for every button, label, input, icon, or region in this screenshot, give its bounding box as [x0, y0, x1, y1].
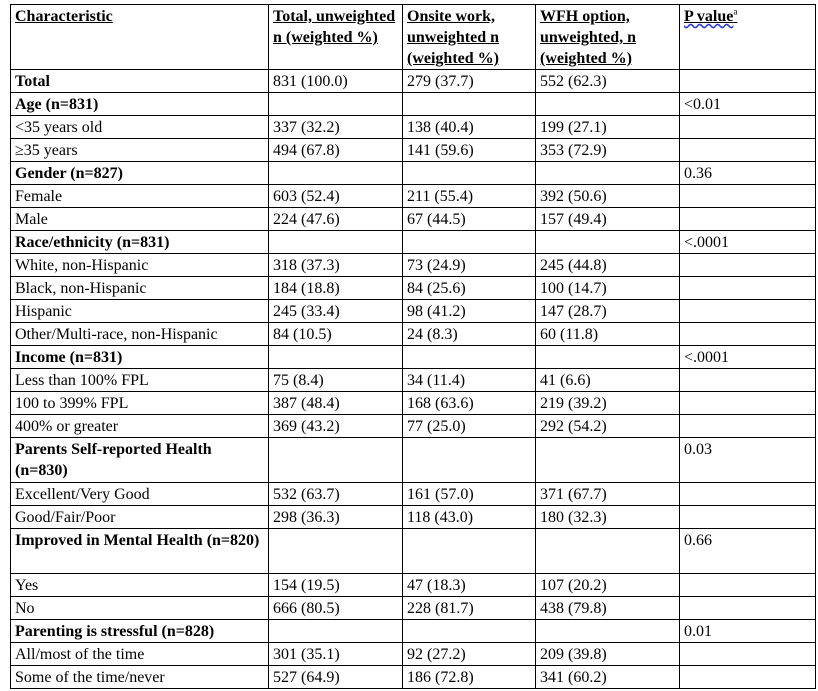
table-row — [11, 483, 816, 506]
cell-p-value: 0.01 — [680, 620, 816, 643]
total-row — [11, 70, 816, 93]
table-row — [11, 415, 816, 438]
cell-total — [269, 231, 403, 254]
cell-wfh: 219 (39.2) — [536, 392, 680, 415]
cell-wfh: 107 (20.2) — [536, 574, 680, 597]
table-row — [11, 506, 816, 529]
cell-onsite: 161 (57.0) — [403, 483, 536, 506]
cell-characteristic: Yes — [11, 574, 269, 597]
cell-p-value — [680, 116, 816, 139]
cell-total — [269, 529, 403, 574]
cell-wfh: 341 (60.2) — [536, 666, 680, 689]
table-row — [11, 139, 816, 162]
cell-p-value — [680, 300, 816, 323]
cell-wfh: 147 (28.7) — [536, 300, 680, 323]
cell-wfh: 292 (54.2) — [536, 415, 680, 438]
table-row — [11, 369, 816, 392]
cell-characteristic: Total — [11, 70, 269, 93]
cell-characteristic: Improved in Mental Health (n=820) — [11, 529, 269, 574]
cell-onsite: 211 (55.4) — [403, 185, 536, 208]
cell-p-value — [680, 483, 816, 506]
cell-characteristic: Good/Fair/Poor — [11, 506, 269, 529]
cell-p-value: <.0001 — [680, 346, 816, 369]
table-row — [11, 597, 816, 620]
cell-total: 494 (67.8) — [269, 139, 403, 162]
cell-characteristic: Less than 100% FPL — [11, 369, 269, 392]
cell-onsite: 98 (41.2) — [403, 300, 536, 323]
cell-onsite: 118 (43.0) — [403, 506, 536, 529]
cell-total: 603 (52.4) — [269, 185, 403, 208]
header-characteristic: Characteristic — [11, 5, 269, 70]
section-row — [11, 93, 816, 116]
cell-total: 184 (18.8) — [269, 277, 403, 300]
cell-characteristic: Income (n=831) — [11, 346, 269, 369]
cell-characteristic: Hispanic — [11, 300, 269, 323]
cell-p-value — [680, 323, 816, 346]
cell-total — [269, 93, 403, 116]
cell-onsite: 24 (8.3) — [403, 323, 536, 346]
table-body — [11, 70, 816, 689]
cell-p-value — [680, 392, 816, 415]
cell-total — [269, 162, 403, 185]
cell-total — [269, 438, 403, 483]
cell-p-value — [680, 415, 816, 438]
cell-total — [269, 346, 403, 369]
cell-p-value — [680, 185, 816, 208]
cell-characteristic: Male — [11, 208, 269, 231]
cell-wfh: 60 (11.8) — [536, 323, 680, 346]
cell-characteristic: Race/ethnicity (n=831) — [11, 231, 269, 254]
cell-wfh: 199 (27.1) — [536, 116, 680, 139]
header-total: Total, unweighted n (weighted %) — [269, 5, 403, 70]
cell-characteristic: Parenting is stressful (n=828) — [11, 620, 269, 643]
cell-wfh — [536, 346, 680, 369]
cell-total — [269, 620, 403, 643]
cell-p-value: 0.66 — [680, 529, 816, 574]
cell-characteristic: White, non-Hispanic — [11, 254, 269, 277]
cell-characteristic: Parents Self-reported Health (n=830) — [11, 438, 269, 483]
cell-wfh — [536, 93, 680, 116]
table-row — [11, 208, 816, 231]
cell-p-value — [680, 369, 816, 392]
section-row — [11, 438, 816, 483]
cell-total: 84 (10.5) — [269, 323, 403, 346]
cell-total: 75 (8.4) — [269, 369, 403, 392]
table-row — [11, 254, 816, 277]
cell-wfh — [536, 620, 680, 643]
cell-onsite: 186 (72.8) — [403, 666, 536, 689]
cell-p-value — [680, 597, 816, 620]
table-header — [11, 5, 816, 70]
cell-onsite: 34 (11.4) — [403, 369, 536, 392]
characteristics-table — [10, 4, 816, 689]
section-row — [11, 231, 816, 254]
cell-onsite — [403, 620, 536, 643]
cell-wfh — [536, 162, 680, 185]
cell-p-value — [680, 208, 816, 231]
cell-characteristic: Gender (n=827) — [11, 162, 269, 185]
cell-onsite — [403, 231, 536, 254]
cell-p-value: 0.03 — [680, 438, 816, 483]
table-row — [11, 277, 816, 300]
cell-p-value — [680, 643, 816, 666]
table-row — [11, 574, 816, 597]
header-onsite: Onsite work, unweighted n (weighted %) — [403, 5, 536, 70]
section-row — [11, 162, 816, 185]
cell-characteristic: ≥35 years — [11, 139, 269, 162]
cell-total: 245 (33.4) — [269, 300, 403, 323]
table-row — [11, 666, 816, 689]
cell-onsite: 168 (63.6) — [403, 392, 536, 415]
section-row — [11, 346, 816, 369]
header-row — [11, 5, 816, 70]
cell-wfh: 353 (72.9) — [536, 139, 680, 162]
cell-characteristic: 100 to 399% FPL — [11, 392, 269, 415]
cell-characteristic: Excellent/Very Good — [11, 483, 269, 506]
cell-characteristic: 400% or greater — [11, 415, 269, 438]
cell-onsite: 67 (44.5) — [403, 208, 536, 231]
cell-wfh: 100 (14.7) — [536, 277, 680, 300]
cell-wfh: 180 (32.3) — [536, 506, 680, 529]
cell-p-value — [680, 574, 816, 597]
cell-p-value — [680, 70, 816, 93]
cell-wfh: 41 (6.6) — [536, 369, 680, 392]
cell-total: 298 (36.3) — [269, 506, 403, 529]
table-row — [11, 323, 816, 346]
cell-p-value — [680, 277, 816, 300]
cell-total: 154 (19.5) — [269, 574, 403, 597]
cell-onsite: 47 (18.3) — [403, 574, 536, 597]
p-value-footnote-marker: a — [733, 6, 738, 17]
cell-wfh: 209 (39.8) — [536, 643, 680, 666]
cell-onsite: 92 (27.2) — [403, 643, 536, 666]
cell-characteristic: Age (n=831) — [11, 93, 269, 116]
cell-onsite: 77 (25.0) — [403, 415, 536, 438]
cell-p-value — [680, 506, 816, 529]
table-row — [11, 116, 816, 139]
cell-total: 666 (80.5) — [269, 597, 403, 620]
cell-characteristic: All/most of the time — [11, 643, 269, 666]
cell-total: 831 (100.0) — [269, 70, 403, 93]
cell-wfh: 245 (44.8) — [536, 254, 680, 277]
cell-onsite: 279 (37.7) — [403, 70, 536, 93]
cell-onsite: 73 (24.9) — [403, 254, 536, 277]
cell-wfh: 392 (50.6) — [536, 185, 680, 208]
cell-wfh — [536, 529, 680, 574]
section-row — [11, 529, 816, 574]
cell-wfh — [536, 438, 680, 483]
cell-p-value — [680, 254, 816, 277]
cell-total: 224 (47.6) — [269, 208, 403, 231]
cell-total: 387 (48.4) — [269, 392, 403, 415]
cell-onsite — [403, 346, 536, 369]
header-p-value — [680, 5, 816, 70]
cell-wfh: 438 (79.8) — [536, 597, 680, 620]
p-value-label: P value — [684, 8, 734, 25]
cell-wfh: 552 (62.3) — [536, 70, 680, 93]
cell-p-value — [680, 139, 816, 162]
table-row — [11, 300, 816, 323]
cell-characteristic: <35 years old — [11, 116, 269, 139]
cell-onsite — [403, 529, 536, 574]
header-wfh: WFH option, unweighted, n (weighted %) — [536, 5, 680, 70]
cell-onsite — [403, 93, 536, 116]
table-row — [11, 185, 816, 208]
cell-p-value — [680, 666, 816, 689]
cell-total: 527 (64.9) — [269, 666, 403, 689]
cell-total: 301 (35.1) — [269, 643, 403, 666]
cell-onsite — [403, 162, 536, 185]
cell-p-value: <0.01 — [680, 93, 816, 116]
cell-characteristic: Some of the time/never — [11, 666, 269, 689]
cell-characteristic: No — [11, 597, 269, 620]
cell-total: 369 (43.2) — [269, 415, 403, 438]
table-row — [11, 392, 816, 415]
cell-wfh: 157 (49.4) — [536, 208, 680, 231]
cell-onsite: 84 (25.6) — [403, 277, 536, 300]
cell-total: 337 (32.2) — [269, 116, 403, 139]
cell-characteristic: Female — [11, 185, 269, 208]
table-row — [11, 643, 816, 666]
section-row — [11, 620, 816, 643]
cell-p-value: 0.36 — [680, 162, 816, 185]
cell-characteristic: Black, non-Hispanic — [11, 277, 269, 300]
cell-onsite: 228 (81.7) — [403, 597, 536, 620]
cell-onsite — [403, 438, 536, 483]
cell-characteristic: Other/Multi-race, non-Hispanic — [11, 323, 269, 346]
cell-onsite: 141 (59.6) — [403, 139, 536, 162]
cell-total: 532 (63.7) — [269, 483, 403, 506]
cell-p-value: <.0001 — [680, 231, 816, 254]
cell-onsite: 138 (40.4) — [403, 116, 536, 139]
cell-total: 318 (37.3) — [269, 254, 403, 277]
cell-wfh: 371 (67.7) — [536, 483, 680, 506]
cell-wfh — [536, 231, 680, 254]
